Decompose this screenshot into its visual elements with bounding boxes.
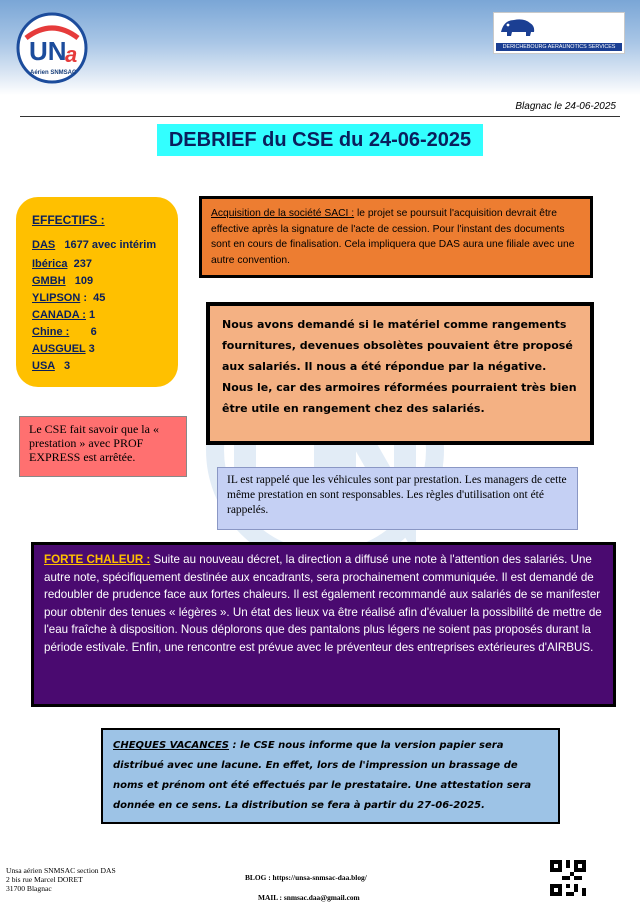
acquisition-lead: Acquisition de la société SACI : — [211, 208, 355, 219]
effectif-label: Chine : — [32, 326, 70, 338]
cheques-text: : le CSE nous informe que la version papier sera distribué avec une lacune. En effet, lors de l'impression un brassage de noms et prénom ont été effectués par le prestataire. Une attestation sera donnée en ce sens. La distribution se fera à partir du 27-06-2025. — [113, 740, 532, 811]
effectif-value: 3 — [85, 343, 95, 355]
acquisition-text: le projet se poursuit l'acquisition devrait être effective après la signature de l'acte de cession. Pour l'instant des documents sont en cours de finalisation. Cela impliquera que DAS aura une filiale avec une autre convention. — [211, 208, 575, 266]
footer-blog-link[interactable]: BLOG : https://unsa-snmsac-daa.blog/ — [245, 873, 367, 882]
forte-chaleur-text: Suite au nouveau décret, la direction a diffusé une note à l'attention des salariés. Une autre note, spécifiquement destinée aux encadrants, sera prochainement communiquée. Il est demandé de redoubler de prudence face aux fortes chaleurs. Il est également recommandé aux salariés de se manifester pour obtenir des tenues « légères ». Un état des lieux va être réalisé afin d'évaluer la possibilité de mettre de l'eau fraîche à disposition. Nous déplorons que des pantalons plus légers ne soient pas proposés durant la période estivale. Enfin, une rencontre est prévue avec le préventeur des entreprises extérieures d'AIRBUS. — [44, 553, 602, 654]
page-title: DEBRIEF du CSE du 24-06-2025 — [157, 124, 483, 156]
partner-name: DERICHEBOURG AERAUNOTICS SERVICES — [496, 43, 622, 51]
effectif-row — [32, 326, 97, 338]
footer-org: Unsa aérien SNMSAC section DAS — [6, 866, 116, 875]
header-divider — [20, 116, 620, 117]
cheques-lead: CHEQUES VACANCES — [113, 740, 229, 751]
vehicules-box — [217, 467, 578, 530]
effectif-label: DAS — [32, 239, 56, 251]
prof-express-text: Le CSE fait savoir que la « prestation » avec PROF EXPRESS est arrêtée. — [29, 422, 159, 464]
prof-express-box — [19, 416, 187, 477]
effectif-label: YLIPSON — [32, 292, 81, 304]
effectif-value: 6 — [69, 326, 97, 338]
effectif-value: : 45 — [80, 292, 106, 304]
effectif-label: Ibérica — [32, 258, 68, 270]
effectif-label: GMBH — [32, 275, 66, 287]
bison-icon — [498, 14, 538, 40]
forte-chaleur-lead: FORTE CHALEUR : — [44, 553, 151, 566]
footer-city: 31700 Blagnac — [6, 884, 52, 893]
svg-text:UN: UN — [29, 36, 67, 66]
effectif-row — [32, 275, 93, 287]
effectif-row — [32, 360, 70, 372]
footer-street: 2 bis rue Marcel DORET — [6, 875, 83, 884]
effectif-value: 3 — [54, 360, 71, 372]
footer-address — [6, 866, 116, 893]
qr-code-icon — [550, 860, 586, 896]
effectif-label: AUSGUEL — [32, 343, 86, 355]
forte-chaleur-box — [31, 542, 616, 707]
effectif-row — [32, 292, 105, 304]
demande-text: Nous avons demandé si le matériel comme rangements fournitures, devenues obsolètes pouvaient être proposé aux salariés. Il nous a été répondue par la négative. Nous le, car des armoires réformées pourraient très bien être utile en rangement chez des salariés. — [222, 318, 577, 415]
date-line: Blagnac le 24-06-2025 — [515, 101, 616, 112]
effectif-label: USA — [32, 360, 55, 372]
vehicules-text: IL est rappelé que les véhicules sont par prestation. Les managers de cette même prestation en sont responsables. Les règles d'utilisation ont été rappelés. — [227, 474, 567, 516]
demande-box — [206, 302, 594, 445]
effectif-value: 237 — [67, 258, 92, 270]
effectif-label: CANADA : — [32, 309, 86, 321]
footer-mail-link[interactable]: MAIL : snmsac.daa@gmail.com — [258, 893, 360, 902]
derichebourg-logo — [493, 12, 625, 54]
effectifs-heading: EFFECTIFS : — [32, 213, 105, 227]
effectif-row — [32, 309, 95, 321]
effectif-value: 1677 avec intérim — [55, 239, 157, 251]
cheques-vacances-box — [101, 728, 560, 824]
effectif-value: 109 — [65, 275, 94, 287]
effectifs-box — [16, 197, 178, 387]
effectif-value: 1 — [85, 309, 96, 321]
effectif-row — [32, 343, 95, 355]
logo-caption: Aérien SNMSAC — [30, 70, 77, 76]
unsa-logo — [12, 8, 100, 96]
acquisition-box — [199, 196, 593, 278]
effectif-row — [32, 239, 156, 251]
svg-text:a: a — [65, 42, 78, 67]
effectif-row — [32, 258, 92, 270]
